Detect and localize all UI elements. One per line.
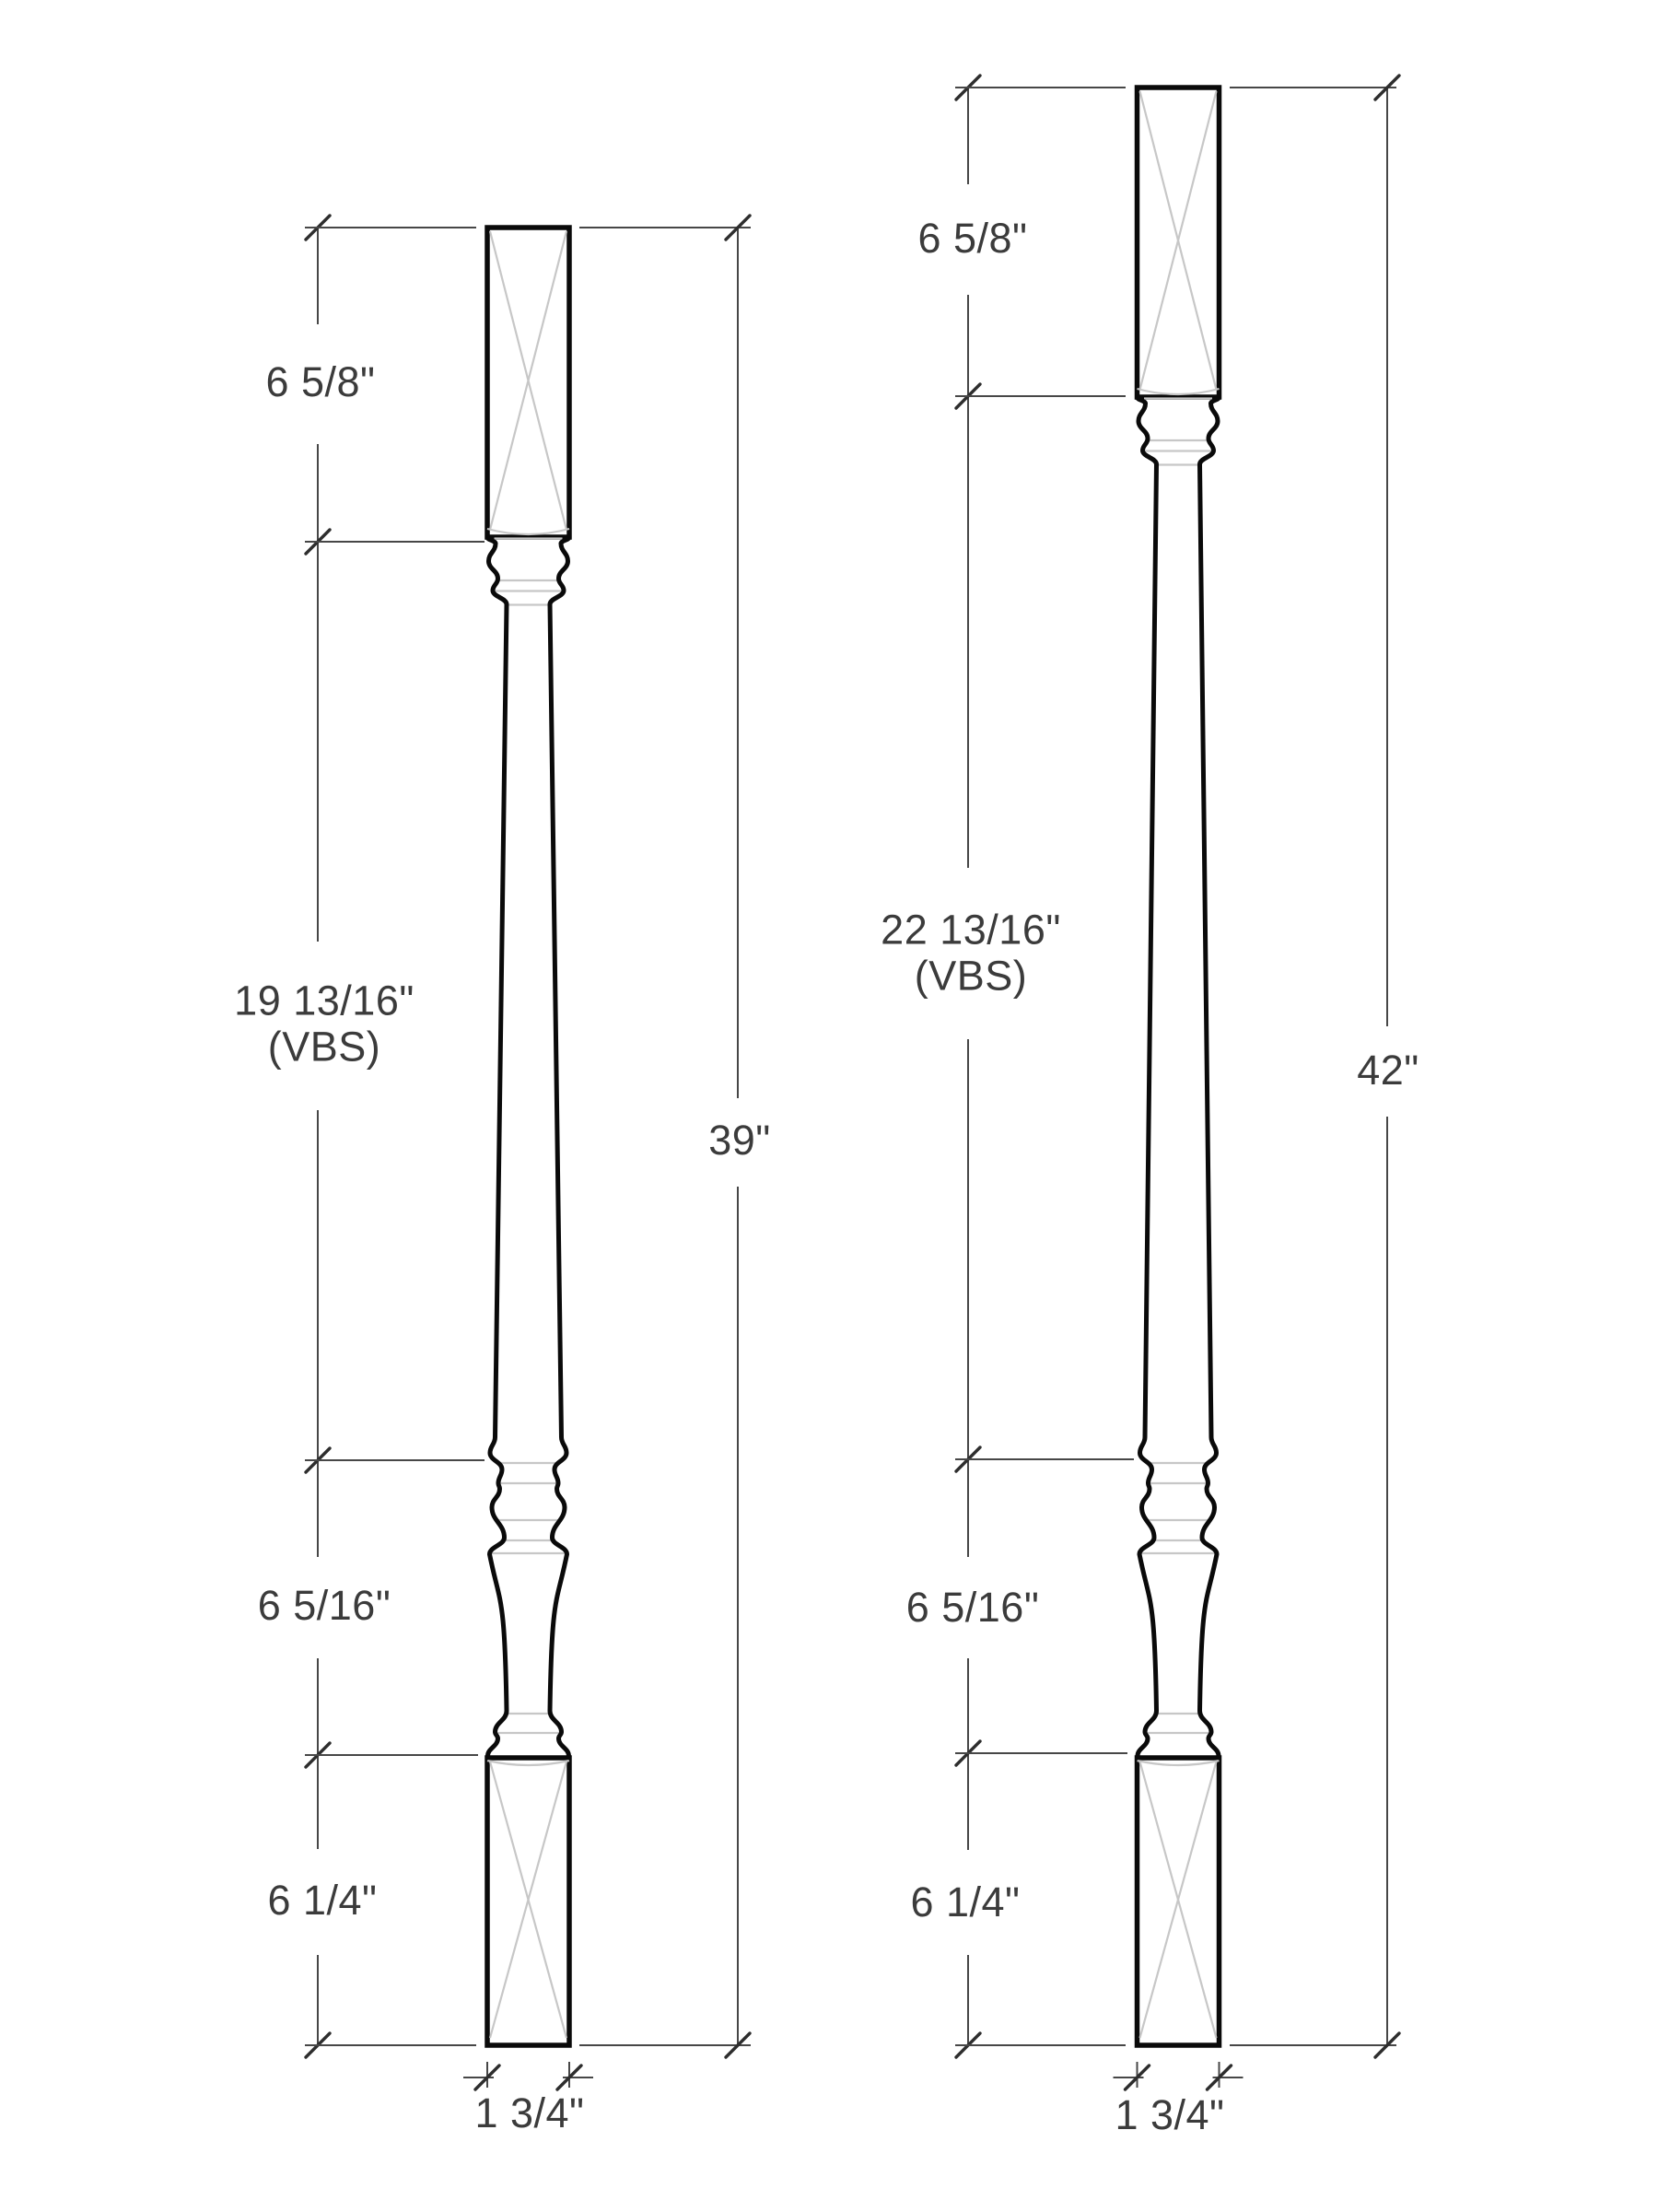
- dim-label-left-bottom-block: 6 1/4": [267, 1876, 378, 1924]
- left-baluster-turned-profile-left: [487, 537, 507, 1758]
- dim-label-right-vbs-value: 22 13/16": [881, 906, 1061, 954]
- dim-label-left-top-block: 6 5/8": [265, 357, 376, 405]
- dim-label-right-width: 1 3/4": [1115, 2090, 1225, 2138]
- dim-label-right-bottom-block: 6 1/4": [910, 1878, 1021, 1925]
- dim-label-right-vbs: [881, 907, 1061, 1001]
- dim-label-left-width: 1 3/4": [474, 2089, 585, 2136]
- dim-label-left-vbs: [234, 978, 414, 1071]
- dim-label-left-vbs-value: 19 13/16": [234, 977, 414, 1024]
- dim-label-right-lower-turning: 6 5/16": [905, 1583, 1040, 1631]
- dim-label-right-vbs-note: (VBS): [914, 953, 1028, 1000]
- dim-label-right-overall-height: 42": [1357, 1046, 1419, 1094]
- left-baluster-turned-profile-right: [550, 537, 569, 1758]
- dim-label-right-top-block: 6 5/8": [917, 214, 1028, 262]
- dim-label-left-overall-height: 39": [708, 1116, 771, 1164]
- dim-label-left-vbs-note: (VBS): [267, 1024, 381, 1071]
- dim-label-left-lower-turning: 6 5/16": [257, 1581, 391, 1629]
